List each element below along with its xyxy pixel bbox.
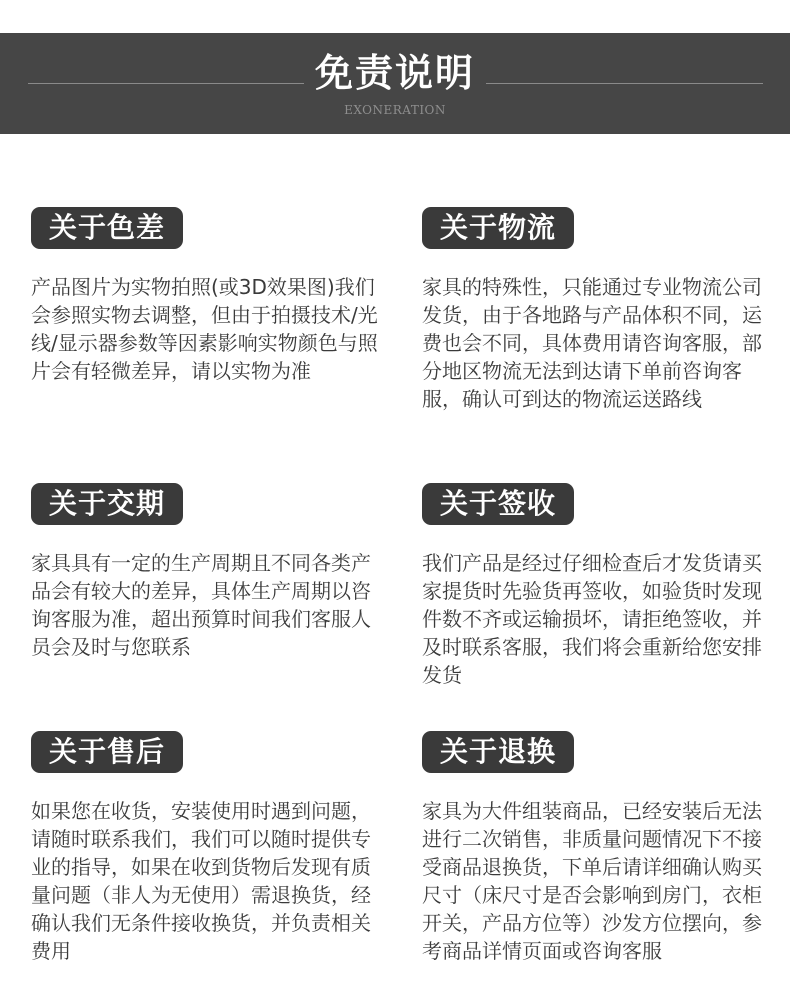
section-body: 家具为大件组装商品，已经安装后无法进行二次销售，非质量问题情况下不接受商品退换货，下单后请详细确认购买尺寸（床尺寸是否会影响到房门，衣柜开关，产品方位等）沙发方位摆向，参考商品详情页面或咨询客服 (422, 799, 762, 963)
section-body: 产品图片为实物拍照(或3D效果图)我们会参照实物去调整，但由于拍摄技术/光线/显示器参数等因素影响实物颜色与照片会有轻微差异，请以实物为准 (31, 275, 378, 383)
section-body: 如果您在收货，安装使用时遇到问题，请随时联系我们，我们可以随时提供专业的指导，如果在收到货物后发现有质量问题（非人为无使用）需退换货，经确认我们无条件接收换货，并负责相关费用 (31, 799, 371, 963)
section-color-difference (31, 207, 381, 385)
section-delivery-time (31, 483, 381, 661)
page-subtitle: EXONERATION (344, 103, 446, 117)
section-title: 关于色差 (31, 207, 183, 249)
section-returns (422, 731, 772, 965)
section-title: 关于物流 (422, 207, 574, 249)
header-banner (0, 33, 790, 134)
section-logistics (422, 207, 772, 413)
section-body: 家具的特殊性，只能通过专业物流公司发货，由于各地路与产品体积不同，运费也会不同，具体费用请咨询客服，部分地区物流无法到达请下单前咨询客服，确认可到达的物流运送路线 (422, 275, 762, 411)
section-title: 关于签收 (422, 483, 574, 525)
section-after-sales (31, 731, 381, 965)
section-body: 我们产品是经过仔细检查后才发货请买家提货时先验货再签收，如验货时发现件数不齐或运输损坏，请拒绝签收，并及时联系客服，我们将会重新给您安排发货 (422, 551, 762, 687)
section-receipt (422, 483, 772, 689)
section-title: 关于退换 (422, 731, 574, 773)
page-title: 免责说明 (314, 50, 475, 95)
section-body: 家具具有一定的生产周期且不同各类产品会有较大的差异，具体生产周期以咨询客服为准，超出预算时间我们客服人员会及时与您联系 (31, 551, 371, 659)
section-title: 关于售后 (31, 731, 183, 773)
section-title: 关于交期 (31, 483, 183, 525)
